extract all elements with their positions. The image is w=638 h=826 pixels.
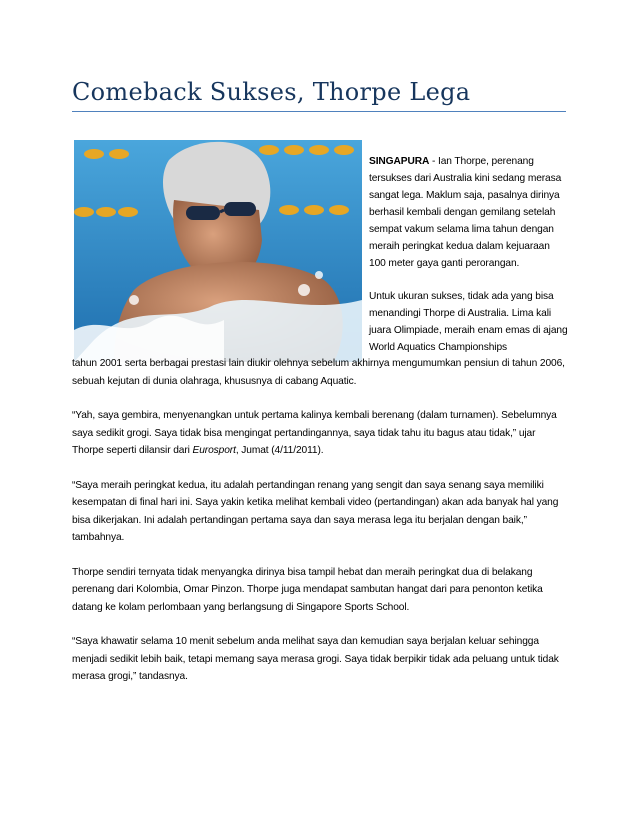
paragraph-3 bbox=[72, 407, 568, 460]
paragraph-4: “Saya meraih peringkat kedua, itu adalah pertandingan renang yang sengit dan saya senang saya memiliki kesempatan di final hari ini. Saya yakin ketika melihat kembali video (pertandingan) akan ada banyak hal yang bisa dikerjakan. Ini adalah pertandingan pertama saya dan saya merasa lega itu berjalan dengan baik,” tambahnya. bbox=[72, 479, 559, 543]
paragraph-2-continued: tahun 2001 serta berbagai prestasi lain diukir olehnya sebelum akhirnya mengumumkan pensiun di tahun 2006, sebuah kejutan di dunia olahraga, khususnya di cabang Aquatic. bbox=[72, 358, 565, 387]
paragraph-6: “Saya khawatir selama 10 menit sebelum anda melihat saya dan kemudian saya berjalan keluar sehingga menjadi sedikit lebih baik, tetapi memang saya merasa grogi. Saya tidak berpikir tidak ada peluang untuk tidak merasa grogi,” tandasnya. bbox=[72, 636, 559, 682]
dateline: SINGAPURA bbox=[369, 156, 430, 167]
lead-text: - Ian Thorpe, perenang tersukses dari Australia kini sedang merasa sangat lega. Maklum saja, pasalnya dirinya berhasil kembali dengan gemilang setelah sempat vakum selama lima tahun dengan meraih peringkat kedua dalam kejuaraan 100 meter gaya ganti perorangan. bbox=[369, 156, 562, 269]
source-name: Eurosport bbox=[192, 445, 236, 456]
article-title: Comeback Sukses, Thorpe Lega bbox=[72, 78, 471, 106]
paragraph-3-date: , Jumat (4/11/2011). bbox=[235, 445, 324, 456]
lead-column bbox=[369, 153, 569, 372]
swimmer-photo bbox=[74, 140, 362, 362]
title-underline bbox=[72, 111, 566, 112]
paragraph-2-start: Untuk ukuran sukses, tidak ada yang bisa menandingi Thorpe di Australia. Lima kali juara Olimpiade, meraih enam emas di ajang World Aquatics Championships bbox=[369, 291, 568, 353]
swimmer-photo-illustration bbox=[74, 140, 362, 362]
article-body bbox=[72, 355, 568, 703]
paragraph-5: Thorpe sendiri ternyata tidak menyangka dirinya bisa tampil hebat dan meraih peringkat dua di belakang perenang dari Kolombia, Omar Pinzon. Thorpe juga mendapat sambutan hangat dari para penonton ketika datang ke kolam perlombaan yang berlangsung di Singapore Sports School. bbox=[72, 566, 543, 613]
paragraph-3-text: “Yah, saya gembira, menyenangkan untuk pertama kalinya kembali berenang (dalam turnamen). Sebelumnya saya sedikit grogi. Saya tidak bisa mengingat pertandingannya, saya tidak tahu itu bagus atau tidak,” ujar Thorpe seperti dilansir dari bbox=[72, 410, 557, 456]
lead-paragraph bbox=[369, 153, 569, 272]
